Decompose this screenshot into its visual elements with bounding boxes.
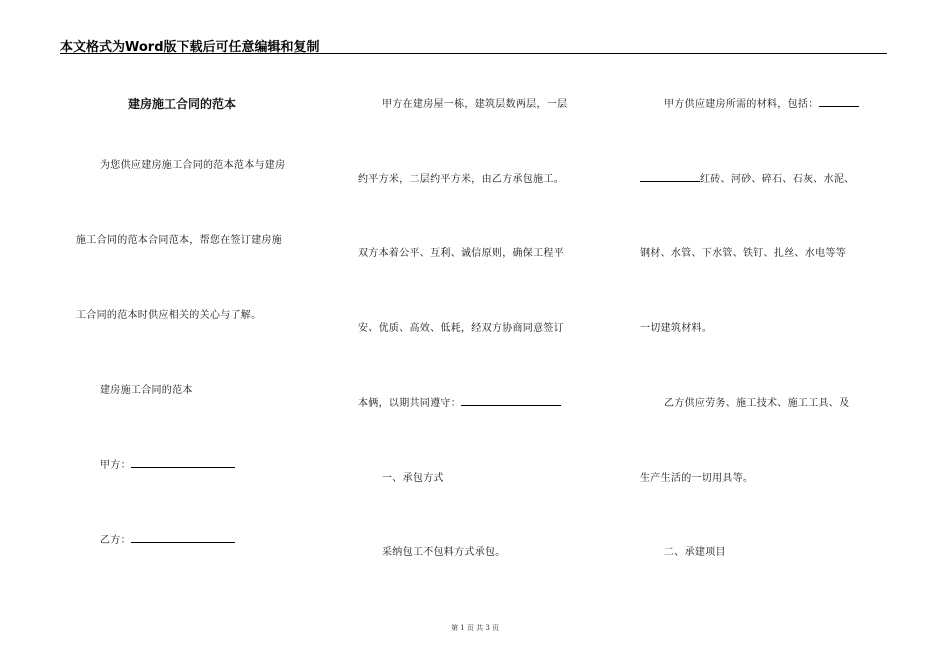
party-b-line (100, 531, 235, 546)
document-title: 建房施工合同的范本 (128, 97, 237, 111)
col2-line-2: 约平方米，二层约平方米，由乙方承包施工。 (358, 174, 564, 185)
col2-line-3: 双方本着公平、互利、诚信原则，确保工程平 (358, 248, 564, 259)
col3-line-6: 生产生活的一切用具等。 (640, 473, 754, 484)
col3-blank-1 (819, 97, 859, 107)
download-notice: 本文格式为Word版下载后可任意编辑和复制 (60, 40, 320, 55)
contract-subtitle: 建房施工合同的范本 (100, 385, 193, 396)
section-1-heading: 一、承包方式 (382, 473, 444, 484)
section-2-heading: 二、承建项目 (664, 547, 726, 558)
header-divider (60, 53, 887, 54)
col3-line-4: 一切建筑材料。 (640, 323, 713, 334)
col2-line-5 (358, 394, 561, 409)
col3-line-2 (640, 170, 855, 185)
col3-line-2-text: 红砖、河砂、碎石、石灰、水泥、 (700, 174, 855, 185)
col2-line-1: 甲方在建房屋一栋，建筑层数两层，一层 (382, 99, 568, 110)
party-a-line (100, 456, 235, 471)
party-a-label: 甲方： (100, 460, 131, 471)
page-number: 第 1 页 共 3 页 (450, 624, 500, 632)
col2-line-5-text: 本俩，以期共同遵守： (358, 398, 461, 409)
party-b-blank (131, 533, 235, 543)
col3-line-1-text: 甲方供应建房所需的材料，包括： (664, 99, 819, 110)
col3-line-5: 乙方供应劳务、施工技术、施工工具、及 (664, 398, 850, 409)
col3-blank-2 (640, 172, 700, 182)
intro-line-1: 为您供应建房施工合同的范本范本与建房 (100, 160, 286, 171)
col2-blank (461, 396, 561, 406)
col3-line-3: 钢材、水管、下水管、铁钉、扎丝、水电等等 (640, 248, 846, 259)
party-a-blank (131, 458, 235, 468)
col3-line-1 (664, 95, 859, 110)
party-b-label: 乙方： (100, 535, 131, 546)
col2-line-4: 安、优质、高效、低耗，经双方协商同意签订 (358, 323, 564, 334)
intro-line-2: 施工合同的范本合同范本，帮您在签订建房施 (76, 235, 282, 246)
section-1-text: 采纳包工不包料方式承包。 (382, 547, 506, 558)
intro-line-3: 工合同的范本时供应相关的关心与了解。 (76, 310, 262, 321)
